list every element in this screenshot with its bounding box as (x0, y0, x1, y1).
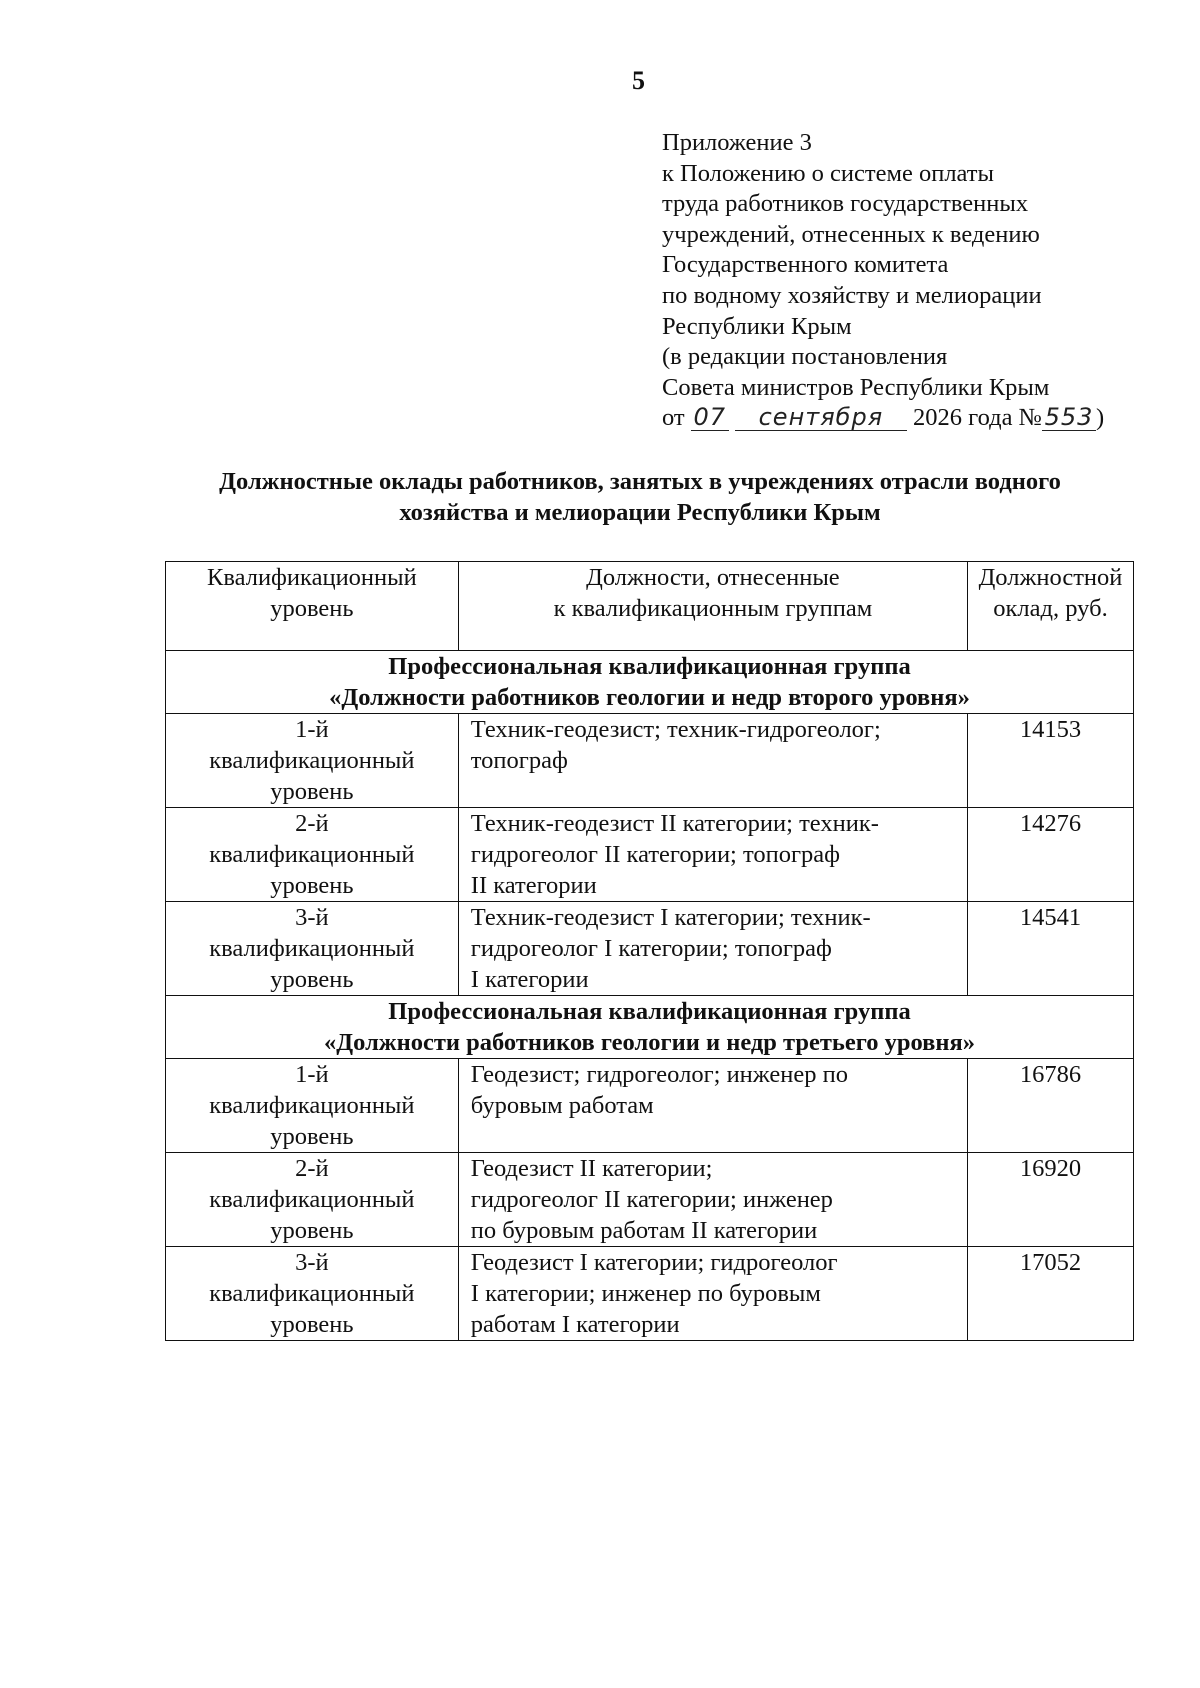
appendix-line: учреждений, отнесенных к ведению (662, 220, 1040, 248)
level-text: 2-й (295, 810, 329, 837)
handwritten-day: 07 (691, 404, 729, 431)
header-text: Квалификационный (207, 564, 417, 591)
header-text: Должности, отнесенные (586, 564, 840, 591)
group-header-row (166, 996, 1134, 1059)
table-row (166, 902, 1134, 996)
qualification-level-cell (166, 1153, 459, 1247)
position-text: Геодезист; гидрогеолог; инженер по (470, 1061, 848, 1088)
appendix-line: Республики Крым (662, 312, 852, 340)
position-text: II категории (470, 872, 597, 899)
appendix-line: к Положению о системе оплаты (662, 159, 994, 187)
position-text: по буровым работам II категории (470, 1217, 818, 1244)
positions-cell (458, 1153, 967, 1247)
decree-date-line (662, 403, 1142, 434)
table-row (166, 1247, 1134, 1341)
appendix-line: Государственного комитета (662, 251, 949, 279)
level-text: уровень (270, 1311, 354, 1338)
level-text: квалификационный (209, 1186, 415, 1213)
handwritten-month: сентября (735, 404, 907, 431)
positions-cell (458, 1059, 967, 1153)
title-line: Должностные оклады работников, занятых в учреждениях отрасли водного (219, 468, 1061, 495)
positions-cell (458, 1247, 967, 1341)
position-text: топограф (470, 747, 568, 774)
appendix-note (662, 128, 1142, 434)
group-title (166, 651, 1134, 714)
header-text: к квалификационным группам (553, 595, 873, 622)
salary-cell: 16920 (968, 1153, 1134, 1247)
position-text: гидрогеолог II категории; инженер (470, 1186, 833, 1213)
appendix-line: по водному хозяйству и мелиорации (662, 281, 1042, 309)
position-text: буровым работам (470, 1092, 654, 1119)
header-text: уровень (270, 595, 354, 622)
level-text: уровень (270, 1217, 354, 1244)
group-header-row (166, 651, 1134, 714)
positions-cell (458, 808, 967, 902)
closing-bracket: ) (1095, 404, 1105, 432)
position-text: гидрогеолог II категории; топограф (470, 841, 841, 868)
appendix-line: (в редакции постановления (662, 343, 948, 371)
level-text: 1-й (295, 716, 329, 743)
positions-cell (458, 714, 967, 808)
salary-cell: 14276 (968, 808, 1134, 902)
date-year-text: 2026 года № (913, 404, 1042, 432)
position-text: Геодезист II категории; (470, 1155, 713, 1182)
level-text: квалификационный (209, 935, 415, 962)
level-text: квалификационный (209, 841, 415, 868)
table-header-row (166, 562, 1134, 651)
level-text: уровень (270, 778, 354, 805)
level-text: 3-й (295, 904, 329, 931)
salary-cell: 17052 (968, 1247, 1134, 1341)
qualification-level-cell (166, 1059, 459, 1153)
group-title-line: «Должности работников геологии и недр второго уровня» (329, 684, 970, 711)
appendix-line: Приложение 3 (662, 129, 812, 156)
level-text: уровень (270, 966, 354, 993)
position-text: Техник-геодезист I категории; техник- (470, 904, 871, 931)
salary-cell: 16786 (968, 1059, 1134, 1153)
level-text: квалификационный (209, 1280, 415, 1307)
position-text: гидрогеолог I категории; топограф (470, 935, 832, 962)
table-row (166, 808, 1134, 902)
group-title (166, 996, 1134, 1059)
header-positions (458, 562, 967, 651)
handwritten-decree-number: 553 (1042, 404, 1096, 431)
level-text: 3-й (295, 1249, 329, 1276)
group-title-line: Профессиональная квалификационная группа (388, 653, 911, 680)
qualification-level-cell (166, 902, 459, 996)
table-row (166, 1059, 1134, 1153)
table-row (166, 714, 1134, 808)
qualification-level-cell (166, 1247, 459, 1341)
position-text: работам I категории (470, 1311, 680, 1338)
header-text: Должностной (978, 564, 1123, 591)
level-text: 1-й (295, 1061, 329, 1088)
appendix-line: Совета министров Республики Крым (662, 373, 1050, 401)
level-text: квалификационный (209, 1092, 415, 1119)
position-text: Техник-геодезист II категории; техник- (470, 810, 879, 837)
position-text: Геодезист I категории; гидрогеолог (470, 1249, 838, 1276)
level-text: уровень (270, 1123, 354, 1150)
qualification-level-cell (166, 714, 459, 808)
level-text: квалификационный (209, 747, 415, 774)
group-title-line: Профессиональная квалификационная группа (388, 998, 911, 1025)
level-text: 2-й (295, 1155, 329, 1182)
header-salary (968, 562, 1134, 651)
page-number: 5 (632, 66, 645, 95)
position-text: Техник-геодезист; техник-гидрогеолог; (470, 716, 881, 743)
date-prefix: от (662, 404, 685, 432)
salary-cell: 14541 (968, 902, 1134, 996)
position-text: I категории; инженер по буровым (470, 1280, 821, 1307)
group-title-line: «Должности работников геологии и недр третьего уровня» (324, 1029, 975, 1056)
salary-cell: 14153 (968, 714, 1134, 808)
level-text: уровень (270, 872, 354, 899)
header-level (166, 562, 459, 651)
table-row (166, 1153, 1134, 1247)
appendix-line: труда работников государственных (662, 190, 1029, 218)
positions-cell (458, 902, 967, 996)
title-line: хозяйства и мелиорации Республики Крым (399, 499, 881, 526)
position-text: I категории (470, 966, 589, 993)
header-text: оклад, руб. (993, 595, 1108, 622)
salary-table (165, 561, 1134, 1341)
document-title (150, 466, 1130, 528)
qualification-level-cell (166, 808, 459, 902)
